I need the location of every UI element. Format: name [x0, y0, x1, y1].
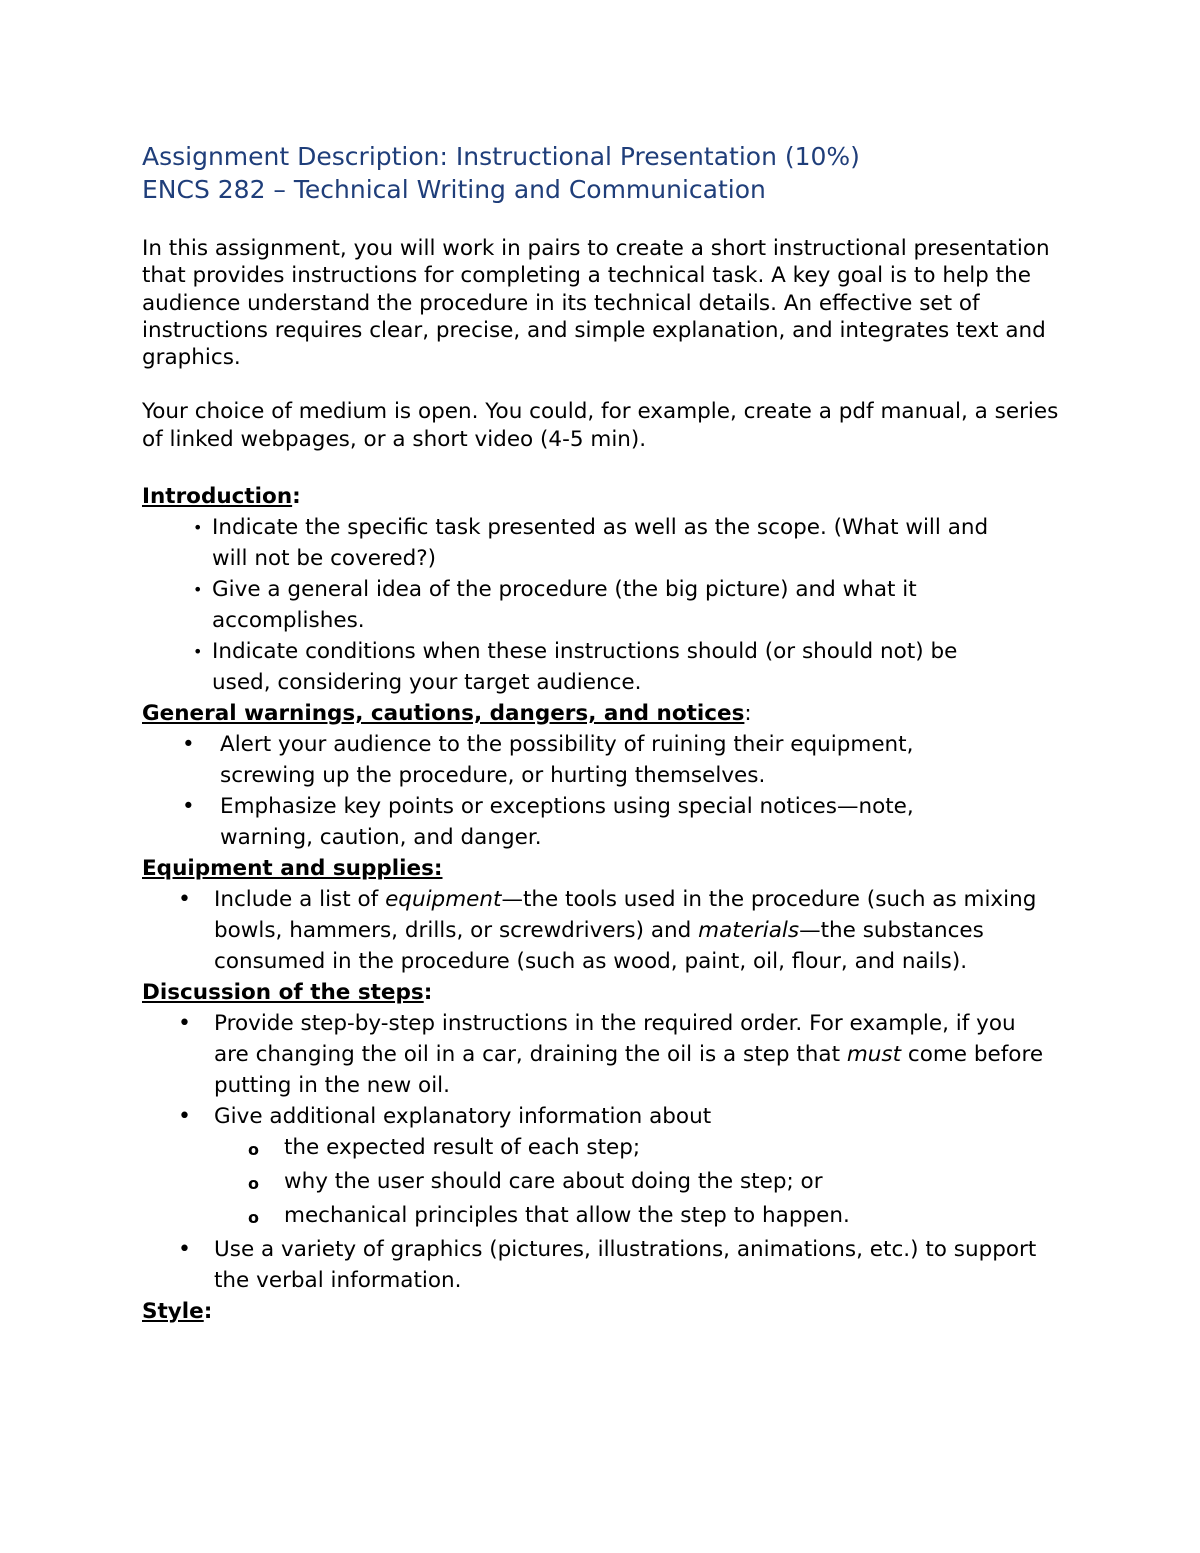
title-line-2: ENCS 282 – Technical Writing and Communication — [142, 175, 766, 204]
warnings-heading: General warnings, cautions, dangers, and notices: — [142, 701, 752, 727]
equipment-heading: Equipment and supplies: — [142, 856, 443, 882]
bullet-icon: • — [178, 1011, 191, 1037]
introduction-heading: Introduction: — [142, 484, 301, 510]
list-item: • Use a variety of graphics (pictures, illustrations, animations, etc.) to support the verbal information. — [142, 1234, 1048, 1296]
document-page — [142, 140, 1072, 1327]
bullet-icon: • — [178, 1104, 191, 1130]
hollow-bullet-icon: o — [248, 1208, 259, 1228]
introduction-list — [142, 512, 1022, 698]
bullet-icon: • — [178, 887, 191, 913]
steps-list — [142, 1008, 1048, 1132]
bullet-icon: • — [182, 732, 195, 758]
sub-list-item: o the expected result of each step; — [142, 1132, 1048, 1163]
list-item: • Emphasize key points or exceptions using special notices—note, warning, caution, and danger. — [142, 791, 982, 853]
steps-list-continued — [142, 1234, 1048, 1296]
title-line-1: Assignment Description: Instructional Presentation (10%) — [142, 142, 860, 171]
list-item: • Include a list of equipment—the tools used in the procedure (such as mixing bowls, hammers, drills, or screwdrivers) and materials—the substances consumed in the procedure (such as wood, paint, oil, flour, and nails). — [142, 884, 1052, 977]
warnings-list — [142, 729, 982, 853]
hollow-bullet-icon: o — [248, 1140, 259, 1160]
hollow-bullet-icon: o — [248, 1174, 259, 1194]
medium-paragraph: Your choice of medium is open. You could, for example, create a pdf manual, a series of linked webpages, or a short video (4-5 min). — [142, 399, 1059, 452]
list-item: • Give a general idea of the procedure (the big picture) and what it accomplishes. — [142, 574, 1022, 636]
list-item: • Alert your audience to the possibility of ruining their equipment, screwing up the procedure, or hurting themselves. — [142, 729, 982, 791]
intro-paragraph: In this assignment, you will work in pairs to create a short instructional presentation that provides instructions for completing a technical task. A key goal is to help the audience understand the procedure in its technical details. An effective set of instructions requires clear, precise, and simple explanation, and integrates text and graphics. — [142, 236, 1050, 371]
list-item: • Indicate conditions when these instructions should (or should not) be used, considering your target audience. — [142, 636, 1022, 698]
bullet-icon: • — [193, 642, 203, 662]
bullet-icon: • — [193, 518, 203, 538]
list-item: • Provide step-by-step instructions in the required order. For example, if you are changing the oil in a car, draining the oil is a step that must come before putting in the new oil. — [142, 1008, 1048, 1101]
list-item: • Indicate the specific task presented as well as the scope. (What will and will not be covered?) — [142, 512, 1022, 574]
steps-heading: Discussion of the steps: — [142, 980, 433, 1006]
sub-list-item: o mechanical principles that allow the step to happen. — [142, 1200, 1048, 1231]
bullet-icon: • — [182, 794, 195, 820]
sub-list-item: o why the user should care about doing the step; or — [142, 1166, 1048, 1197]
list-item: • Give additional explanatory information about — [142, 1101, 1048, 1132]
style-heading: Style: — [142, 1299, 213, 1325]
bullet-icon: • — [193, 580, 203, 600]
equipment-list — [142, 884, 1052, 977]
bullet-icon: • — [178, 1237, 191, 1263]
steps-sub-list — [142, 1132, 1048, 1231]
